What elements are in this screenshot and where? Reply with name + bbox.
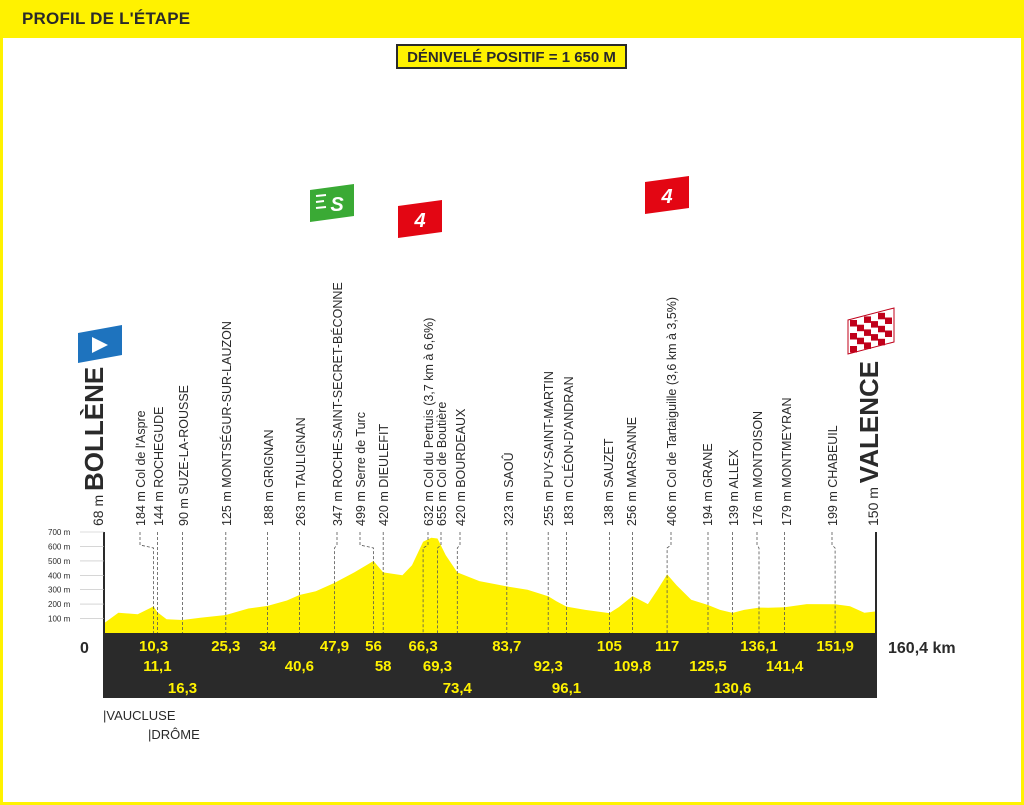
climb-category-icon xyxy=(398,200,442,238)
y-tick-label: 600 m xyxy=(48,542,71,552)
town-label-text xyxy=(79,367,109,526)
finish-flag-check xyxy=(885,331,892,338)
km-label: 69,3 xyxy=(422,658,453,675)
waypoint-label xyxy=(602,438,616,526)
climb-category-icon xyxy=(645,176,689,214)
waypoint-label xyxy=(294,417,308,526)
waypoint-label-text: 499 m Serre de Turc xyxy=(354,412,368,526)
waypoint-label-text: 199 m CHABEUIL xyxy=(826,425,840,526)
start-flag-icon xyxy=(78,325,122,363)
waypoint-label xyxy=(435,402,449,526)
waypoint-label-text: 90 m SUZE-LA-ROUSSE xyxy=(177,384,191,526)
y-tick-label: 700 m xyxy=(48,528,71,537)
km-label: 25,3 xyxy=(211,638,241,655)
waypoint-label xyxy=(751,411,765,526)
waypoint-label xyxy=(826,425,840,526)
waypoint-label xyxy=(727,449,741,526)
distance-total-label: 160,4 km xyxy=(888,640,956,657)
waypoint-label-text: 179 m MONTMEYRAN xyxy=(780,397,794,526)
waypoint-label-text: 256 m MARSANNE xyxy=(625,416,639,526)
waypoint-label-text: 255 m PUY-SAINT-MARTIN xyxy=(542,371,556,526)
km-label: 136,1 xyxy=(740,638,778,655)
waypoint-label xyxy=(354,412,368,526)
waypoint-label xyxy=(177,385,191,526)
distance-start-label: 0 xyxy=(80,640,89,657)
km-label: 151,9 xyxy=(816,638,854,655)
waypoint-label-text: 420 m DIEULEFIT xyxy=(377,423,391,526)
waypoint-label-text: 183 m CLÉON-D'ANDRAN xyxy=(562,376,576,526)
waypoint-label xyxy=(501,452,516,526)
waypoint-label-text: 655 m Col de Boutière xyxy=(435,401,449,526)
km-label: 96,1 xyxy=(551,680,582,697)
finish-flag-check xyxy=(864,329,871,336)
waypoint-label xyxy=(701,443,715,526)
km-label: 10,3 xyxy=(138,638,169,655)
km-label: 141,4 xyxy=(765,658,804,675)
km-label: 109,8 xyxy=(613,658,652,675)
km-label: 125,5 xyxy=(689,658,727,675)
km-label: 105 xyxy=(596,638,622,655)
waypoint-label-text: 263 m TAULIGNAN xyxy=(294,417,308,526)
marker-label: S xyxy=(330,194,344,216)
waypoint-label xyxy=(780,398,794,527)
waypoint-label xyxy=(152,407,166,526)
finish-flag-check xyxy=(857,325,864,332)
km-label: 83,7 xyxy=(492,638,522,655)
town-label xyxy=(854,361,884,526)
km-label: 66,3 xyxy=(408,638,438,655)
town-name: VALENCE xyxy=(854,360,884,484)
y-tick-label: 500 m xyxy=(48,556,71,566)
region-label-vaucluse: |VAUCLUSE xyxy=(103,708,176,723)
waypoint-label-text: 144 m ROCHEGUDE xyxy=(152,406,166,526)
y-tick-label: 300 m xyxy=(48,585,71,595)
waypoint-label-text: 176 m MONTOISON xyxy=(751,410,765,526)
finish-flag-check xyxy=(857,338,864,345)
waypoint-label-text: 188 m GRIGNAN xyxy=(262,429,276,526)
km-label: 16,3 xyxy=(167,680,198,697)
km-label: 34 xyxy=(259,638,276,655)
waypoint-label xyxy=(377,424,391,526)
waypoint-label-text: 632 m Col du Pertuis (3,7 km à 6,6%) xyxy=(422,317,436,526)
waypoint-label xyxy=(422,318,436,526)
finish-flag-check xyxy=(850,346,857,353)
waypoint-label-text: 138 m SAUZET xyxy=(602,438,616,526)
finish-flag-check xyxy=(850,333,857,340)
finish-flag-icon xyxy=(848,308,894,354)
km-label: 130,6 xyxy=(713,680,752,697)
waypoint-label-text: 347 m ROCHE-SAINT-SECRET-BÉCONNE xyxy=(331,282,345,526)
elevation-gain-text: DÉNIVELÉ POSITIF = 1 650 M xyxy=(407,49,616,66)
profile-area xyxy=(104,538,876,633)
region-label-drome: |DRÔME xyxy=(148,727,200,742)
waypoint-label-text: 323 m SAOÛ xyxy=(502,452,516,526)
waypoint-label xyxy=(665,297,679,526)
waypoint-label xyxy=(454,408,468,526)
y-tick-label: 200 m xyxy=(48,600,71,610)
waypoint-label xyxy=(542,371,556,526)
waypoint-label xyxy=(134,410,148,526)
finish-flag-check xyxy=(850,320,857,327)
finish-flag-check xyxy=(871,334,878,341)
km-label: 56 xyxy=(365,638,382,655)
km-label: 58 xyxy=(374,658,392,675)
waypoint-label xyxy=(561,376,576,526)
km-label: 47,9 xyxy=(319,638,350,655)
waypoint-label xyxy=(262,429,276,526)
finish-flag-check xyxy=(878,339,885,346)
waypoint-label-text: 420 m BOURDEAUX xyxy=(454,408,468,526)
waypoint-label-text: 184 m Col de l'Aspre xyxy=(134,410,148,526)
waypoint-label-text: 194 m GRANE xyxy=(701,443,715,526)
sprint-marker-icon xyxy=(310,184,354,222)
y-tick-label: 100 m xyxy=(48,614,71,624)
waypoint-label xyxy=(625,417,639,526)
km-label: 92,3 xyxy=(533,658,563,675)
town-name: BOLLÈNE xyxy=(79,366,109,491)
page-title: PROFIL DE L'ÉTAPE xyxy=(22,9,191,28)
finish-flag-check xyxy=(885,318,892,325)
marker-label: 4 xyxy=(414,210,426,232)
finish-flag-check xyxy=(871,321,878,328)
finish-flag-check xyxy=(878,326,885,333)
town-altitude: 150 m xyxy=(865,483,881,526)
waypoint-label-text: 139 m ALLEX xyxy=(727,449,741,526)
waypoint-label-text: 406 m Col de Tartaiguille (3,6 km à 3,5%) xyxy=(665,296,679,526)
finish-flag-check xyxy=(864,316,871,323)
town-altitude: 68 m xyxy=(90,490,106,526)
marker-label: 4 xyxy=(661,186,673,208)
waypoint-label-text: 125 m MONTSÉGUR-SUR-LAUZON xyxy=(220,321,234,526)
waypoint-label xyxy=(219,321,234,526)
finish-flag-check xyxy=(864,342,871,349)
waypoint-label xyxy=(330,282,345,526)
finish-flag-check xyxy=(878,313,885,320)
km-label: 40,6 xyxy=(284,658,315,675)
town-label xyxy=(79,367,109,526)
y-tick-label: 400 m xyxy=(48,571,71,581)
km-label: 11,1 xyxy=(143,658,172,675)
km-label: 73,4 xyxy=(442,680,472,697)
town-label-text xyxy=(854,361,884,526)
km-label: 117 xyxy=(654,638,680,655)
